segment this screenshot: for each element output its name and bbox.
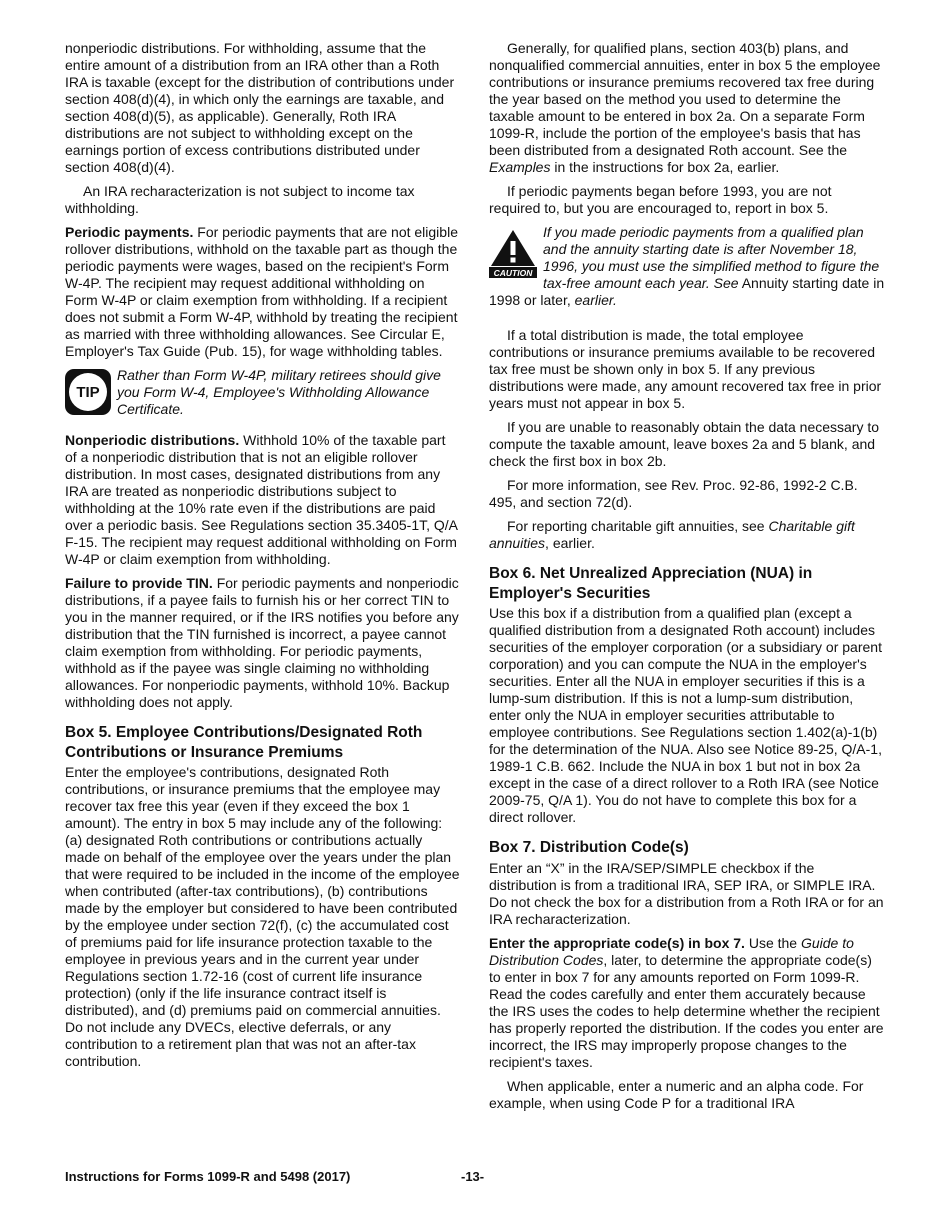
paragraph: Enter an “X” in the IRA/SEP/SIMPLE checkbox if the distribution is from a traditional IRA, SEP IRA, or SIMPLE IRA. Do not check the box for a distribution from a Roth IRA or for an IRA recharacterization. [489,859,884,927]
caution-text: If you made periodic payments from a qualified plan and the annuity starting date is after November 18, 1996, you must use the simplified method to figure the tax-free amount each year. See [543,224,880,291]
section-heading-box6: Box 6. Net Unrealized Appreciation (NUA) in Employer's Securities [489,565,813,602]
paragraph: If periodic payments began before 1993, you are not required to, but you are encouraged to, report in box 5. [489,183,832,216]
paragraph: For more information, see Rev. Proc. 92-86, 1992-2 C.B. 495, and section 72(d). [489,477,858,510]
paragraph-codes [489,935,885,1071]
text-run: For reporting charitable gift annuities, see [507,518,769,534]
paragraph-text: For periodic payments that are not eligible rollover distributions, withhold on the taxable part as though the periodic payments were wages, based on the recipient's Form W-4P. The recipient may request additional withholding on Form W-4P or claim exemption from withholding. If a recipient does not submit a Form W-4P, withhold by treating the recipient as married with three withholding allowances. See Circular E, Employer's Tax Guide (Pub. 15), for wage withholding tables. [65,224,458,359]
paragraph: If a total distribution is made, the total employee contributions or insurance premiums available to be recovered tax free must be shown only in box 5. If any previous distributions were made, any amount recovered tax free in prior years must not appear in box 5. [489,327,882,411]
text-run: Generally, for qualified plans, section 403(b) plans, and nonqualified commercial annuities, enter in box 5 the employee contributions or insurance premiums recovered tax free during the year based on the method you used to determine the taxable amount to be entered in box 2a. On a separate Form 1099-R, include the portion of the employee's basis that has been distributed from a designated Roth account. See the [489,40,881,158]
paragraph [489,40,885,176]
italic-ref: Examples [489,159,551,175]
tip-callout [65,367,461,418]
run-in-heading: Enter the appropriate code(s) in box 7. [489,934,745,951]
paragraph [489,518,885,552]
right-column [489,40,885,1119]
section-heading-box7: Box 7. Distribution Code(s) [489,839,689,856]
text-run: in the instructions for box 2a, earlier. [550,159,780,175]
caution-label: CAUTION [493,268,533,278]
run-in-heading: Nonperiodic distributions. [65,432,240,448]
paragraph: nonperiodic distributions. For withholding, assume that the entire amount of a distribution from an IRA other than a Roth IRA is taxable (except for the distribution of contributions under section 408(d)(4), in which only the earnings are taxable, and section 408(d)(5), as applicable). Generally, Roth IRA distributions are not subject to withholding except on the earnings portion of excess contributions distributed under section 408(d)(4). [65,40,455,175]
page-number: -13- [461,1169,485,1184]
paragraph-failure-tin [65,575,461,711]
run-in-heading: Failure to provide TIN. [65,575,213,591]
italic-ref: Guide to Distribution Codes [489,934,854,968]
text-run: , earlier. [545,535,595,551]
caution-ref-earlier: earlier. [574,292,617,308]
tip-icon [65,369,111,415]
paragraph-text: For periodic payments and nonperiodic distributions, if a payee fails to furnish his or her correct TIN to you in the manner required, or if the IRS notifies you before any distribution that the TIN furnished is incorrect, a payee cannot claim exemption from withholding. For periodic payments, withhold as if the payee was single claiming no withholding allowances. For nonperiodic payments, withhold 10%. Backup withholding does not apply. [65,575,459,710]
caution-ref: Annuity starting date in 1998 or later, [489,275,885,308]
caution-icon [489,228,537,278]
paragraph-text: Withhold 10% of the taxable part of a nonperiodic distribution that is not an eligible rollover distribution. In most cases, designated distributions from any IRA are treated as nonperiodic distributions subject to withholding at the 10% rate even if the distributions are paid over a periodic basis. See Regulations section 35.3405-1T, Q/A F-15. The recipient may request additional withholding on Form W-4P or claim exemption from withholding. [65,432,458,567]
paragraph: An IRA recharacterization is not subject to income tax withholding. [65,183,415,216]
paragraph-nonperiodic [65,432,461,568]
paragraph: If you are unable to reasonably obtain the data necessary to compute the taxable amount, leave boxes 2a and 5 blank, and check the first box in box 2b. [489,419,880,469]
paragraph-periodic-payments [65,224,461,360]
paragraph: Use this box if a distribution from a qualified plan (except a qualified distribution from a designated Roth account) includes securities of the employer corporation (or a subsidiary or parent corporation) and you can compute the NUA in the employer's securities. Enter all the NUA in employer securities if this is a lump-sum distribution. If this is not a lump-sum distribution, enter only the NUA in employer securities attributable to employee contributions. See Regulations section 1.402(a)-1(b) for the determination of the NUA. Also see Notice 89-25, Q/A-1, 1989-1 C.B. 662. Include the NUA in box 1 but not in box 2a except in the case of a direct rollover to a Roth IRA (see Notice 2009-75, Q/A 1). You do not have to complete this box for a direct rollover. [489,605,882,825]
paragraph: When applicable, enter a numeric and an alpha code. For example, when using Code P for a traditional IRA [489,1077,864,1111]
tip-label: TIP [69,373,107,411]
paragraph: Enter the employee's contributions, designated Roth contributions, or insurance premiums that the employee may recover tax free this year (even if they exceed the box 1 amount). The entry in box 5 may include any of the following: (a) designated Roth contributions or contributions actually made on behalf of the employee over the years under the plan that were required to be included in the income of the employee when contributed (after-tax contributions), (b) contributions made by the employer but considered to have been contributed by the employee under section 72(f), (c) the accumulated cost of premiums paid for life insurance protection taxable to the employee in previous years and in the current year under Regulations section 1.72-16 (cost of current life insurance protection) (only if the life insurance contract itself is distributed), and (d) premiums paid on commercial annuities. Do not include any DVECs, elective deferrals, or any contribution to a retirement plan that was not an after-tax contribution. [65,764,460,1069]
italic-ref: Charitable gift annuities [489,518,855,551]
text-run: , later, to determine the appropriate code(s) to enter in box 7 for any amounts reported on Form 1099-R. Read the codes carefully and enter them accurately because the IRS uses the codes to help determine whether the recipient has properly reported the distribution. If the codes you enter are incorrect, the IRS may improperly propose changes to the recipient's taxes. [489,951,884,1070]
text-run: Use the [748,934,801,951]
footer-title: Instructions for Forms 1099-R and 5498 (2017) [65,1169,351,1184]
run-in-heading: Periodic payments. [65,224,194,240]
tip-text: Rather than Form W-4P, military retirees should give you Form W-4, Employee's Withholding Allowance Certificate. [117,367,441,417]
left-column [65,40,461,1077]
caution-callout [489,224,885,309]
section-heading-box5: Box 5. Employee Contributions/Designated Roth Contributions or Insurance Premiums [65,724,423,761]
